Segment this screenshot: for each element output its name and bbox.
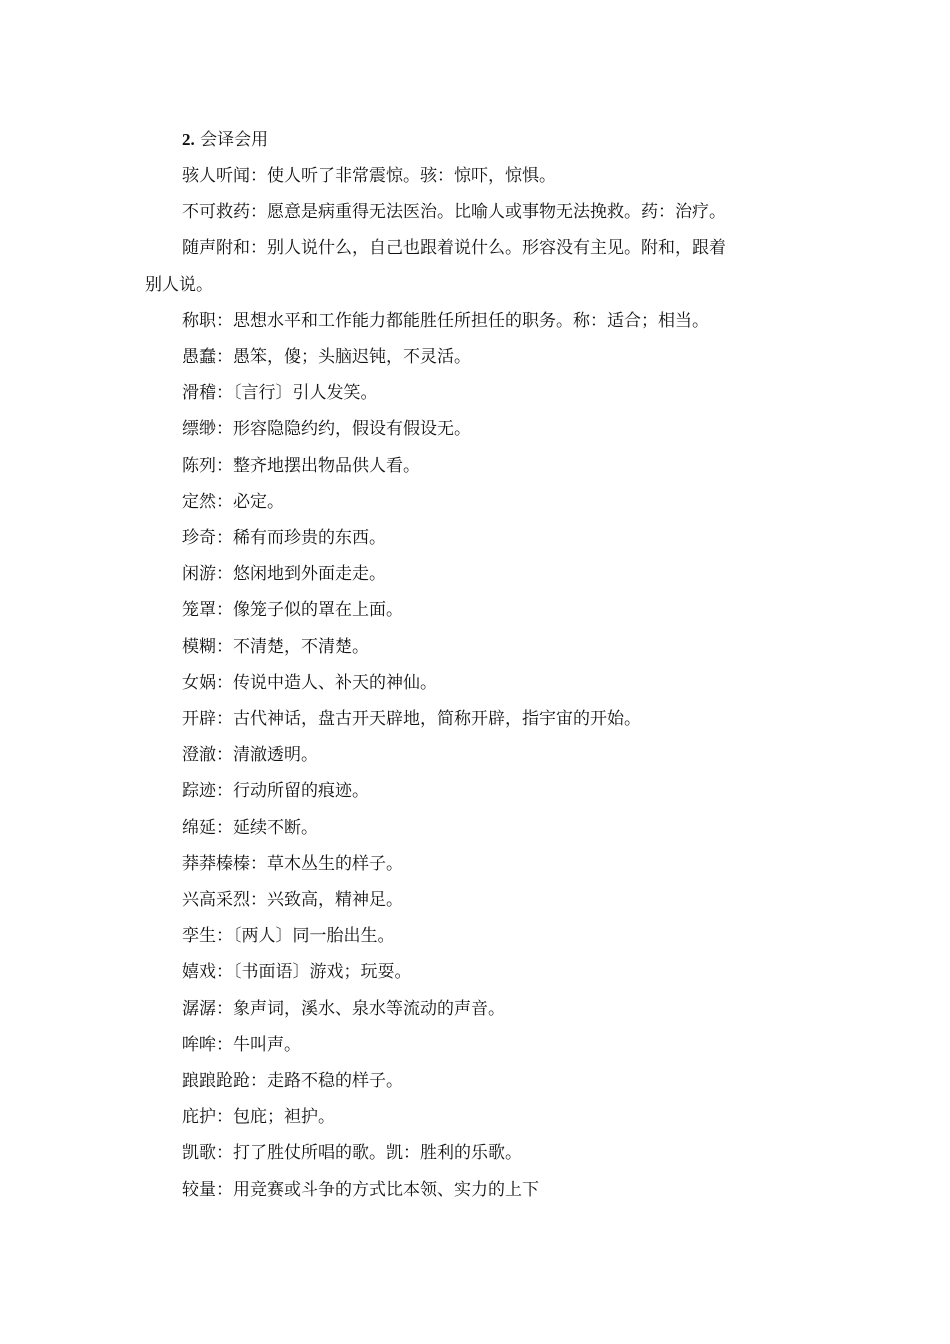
vocab-entry: 滑稽：〔言行〕引人发笑。 bbox=[182, 383, 378, 403]
vocab-entry: 骇人听闻：使人听了非常震惊。骇：惊吓，惊惧。 bbox=[182, 166, 556, 186]
vocab-entry: 澄澈：清澈透明。 bbox=[182, 745, 318, 765]
vocab-entry: 潺潺：象声词，溪水、泉水等流动的声音。 bbox=[182, 999, 505, 1019]
vocab-entry: 庇护：包庇；袒护。 bbox=[182, 1107, 335, 1127]
vocab-entry: 称职：思想水平和工作能力都能胜任所担任的职务。称：适合；相当。 bbox=[182, 311, 709, 331]
vocab-entry: 较量：用竞赛或斗争的方式比本领、实力的上下 bbox=[182, 1180, 539, 1200]
section-number: 2. bbox=[182, 130, 195, 149]
vocab-entry: 不可救药：愿意是病重得无法医治。比喻人或事物无法挽救。药：治疗。 bbox=[182, 202, 726, 222]
section-heading bbox=[182, 128, 268, 152]
vocab-entry: 莽莽榛榛：草木丛生的样子。 bbox=[182, 854, 403, 874]
vocab-entry: 嬉戏：〔书面语〕游戏；玩耍。 bbox=[182, 962, 412, 982]
vocab-entry: 兴高采烈：兴致高，精神足。 bbox=[182, 890, 403, 910]
vocab-entry: 凯歌：打了胜仗所唱的歌。凯：胜利的乐歌。 bbox=[182, 1143, 522, 1163]
vocab-entry-continuation: 别人说。 bbox=[145, 275, 213, 295]
vocab-entry: 绵延：延续不断。 bbox=[182, 818, 318, 838]
vocab-entry: 愚蠢：愚笨，傻；头脑迟钝，不灵活。 bbox=[182, 347, 471, 367]
vocab-entry: 模糊：不清楚，不清楚。 bbox=[182, 637, 369, 657]
vocab-entry: 定然：必定。 bbox=[182, 492, 284, 512]
vocab-entry: 闲游：悠闲地到外面走走。 bbox=[182, 564, 386, 584]
vocab-entry: 随声附和：别人说什么，自己也跟着说什么。形容没有主见。附和，跟着 bbox=[182, 238, 726, 258]
vocab-entry: 缥缈：形容隐隐约约，假设有假设无。 bbox=[182, 419, 471, 439]
vocab-entry: 哞哞：牛叫声。 bbox=[182, 1035, 301, 1055]
vocab-entry: 踪迹：行动所留的痕迹。 bbox=[182, 781, 369, 801]
vocab-entry: 孪生：〔两人〕同一胎出生。 bbox=[182, 926, 395, 946]
vocab-entry: 珍奇：稀有而珍贵的东西。 bbox=[182, 528, 386, 548]
vocab-entry: 陈列：整齐地摆出物品供人看。 bbox=[182, 456, 420, 476]
vocab-entry: 女娲：传说中造人、补天的神仙。 bbox=[182, 673, 437, 693]
vocab-entry: 笼罩：像笼子似的罩在上面。 bbox=[182, 600, 403, 620]
section-title: 会译会用 bbox=[200, 130, 269, 150]
vocab-entry: 踉踉跄跄：走路不稳的样子。 bbox=[182, 1071, 403, 1091]
vocab-entry: 开辟：古代神话，盘古开天辟地，简称开辟，指宇宙的开始。 bbox=[182, 709, 641, 729]
